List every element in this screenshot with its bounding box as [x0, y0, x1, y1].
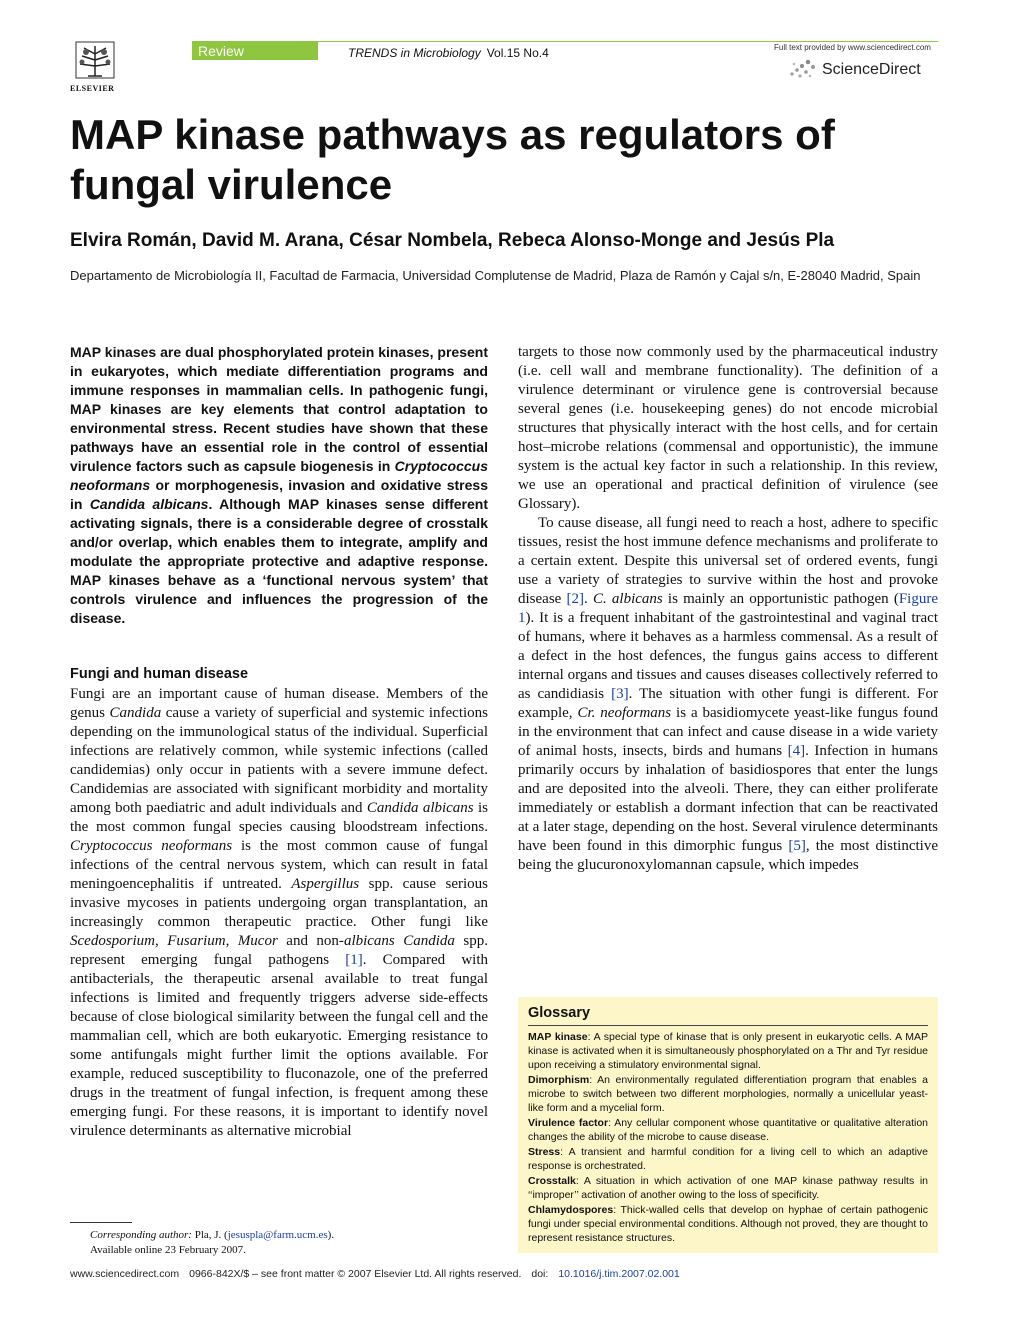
volume-info: Vol.15 No.4 — [486, 46, 549, 60]
glossary-definition: : An environmentally regulated differentiation program that enables a microbe to switch between two different morphologies, normally a unicellular yeast-like form and a mycelial form. — [528, 1074, 928, 1114]
figure-link[interactable]: Figure 1 — [518, 591, 938, 626]
glossary-entry — [528, 1203, 928, 1245]
author-list: Elvira Román, David M. Arana, César Nombela, Rebeca Alonso-Monge and Jesús Pla — [70, 230, 835, 251]
glossary-definition: : A special type of kinase that is only present in eukaryotic cells. A MAP kinase is activated when it is simultaneously phosphorylated on a Thr and Tyr residue upon receiving a stimulatory environmental signal. — [528, 1031, 929, 1071]
glossary-term: Chlamydospores — [528, 1204, 614, 1216]
abstract-species: Candida albicans — [89, 496, 209, 512]
provider-name: ScienceDirect — [822, 61, 921, 78]
glossary-definition: : Any cellular component whose quantitative or qualitative alteration changes the ability of the microbe to cause disease. — [528, 1117, 928, 1143]
glossary-term: Dimorphism — [528, 1074, 590, 1086]
affiliation: Departamento de Microbiología II, Facultad de Farmacia, Universidad Complutense de Madrid, Plaza de Ramón y Cajal s/n, E-28040 Madrid, Spain — [70, 268, 921, 283]
text-run: is a basidiomycete yeast-like fungus found in the environment that can infect and cause disease in a wide variety of animal hosts, insects, birds and humans — [518, 705, 939, 759]
glossary-term: Virulence factor — [528, 1117, 609, 1129]
journal-name: TRENDS in Microbiology — [348, 46, 481, 60]
article-title: MAP kinase pathways as regulators of fungal virulence — [70, 111, 835, 208]
sciencedirect-icon — [788, 56, 818, 82]
species-name: Cryptococcus neoformans — [70, 838, 233, 854]
abstract-text: MAP kinases are dual phosphorylated protein kinases, present in eukaryotes, which mediate differentiation programs and immune responses in mammalian cells. In pathogenic fungi, MAP kinases are key elements that control adaptation to environmental stress. Recent studies have shown that these pathways have an essential role in the control of essential virulence factors such as capsule biogenesis in — [70, 344, 488, 474]
text-run: . Compared with antibacterials, the therapeutic arsenal available to treat fungal infections is limited and frequently triggers adverse side-effects because of close biological similarity between the fungal cell and the mammalian cell, which are both eukaryotic. Emerging resistance to some antifungals might further limit the options available. For example, reduced susceptibility to fluconazole, one of the preferred drugs in the treatment of fungal infection, is frequent among these emerging fungi. For these reasons, it is important to identify novel virulence determinants as alternative microbial — [70, 952, 489, 1139]
citation-link[interactable]: [3] — [611, 686, 629, 702]
body-text-left — [70, 685, 488, 1141]
footnote-text: ). — [327, 1229, 335, 1241]
species-name: Scedosporium — [70, 933, 155, 949]
text-run: Fungi are an important cause of human disease. Members of the genus — [70, 686, 488, 721]
abstract-text: or morphogenesis, invasion and oxidative stress in — [70, 477, 488, 512]
footer-doi — [531, 1268, 679, 1280]
glossary-term: Crosstalk — [528, 1175, 576, 1187]
email-link[interactable]: jesuspla@farm.ucm.es — [227, 1229, 328, 1241]
text-run: spp. represent emerging fungal pathogens — [70, 933, 488, 968]
abstract-species: Cryptococcus neoformans — [70, 458, 488, 493]
citation-link[interactable]: [1] — [345, 952, 363, 968]
text-run: , — [225, 933, 238, 949]
species-name: Candida albicans — [366, 800, 474, 816]
glossary-box — [518, 997, 938, 1253]
glossary-definition: : A situation in which activation of one MAP kinase pathway results in ‘‘improper’’ activation of another owing to the loss of specificity. — [528, 1175, 928, 1201]
elsevier-logo-text: ELSEVIER — [70, 84, 115, 93]
paragraph: targets to those now commonly used by the pharmaceutical industry (i.e. cell wall and membrane functionality). The definition of a virulence determinant or virulence gene is controversial because several genes (i.e. housekeeping genes) do not encode microbial structures that physically interact with the host cells, and for certain host–microbe relations (commensal and opportunistic), the immune system is the actual key factor in such a relationship. In this review, we use an operational and practical definition of virulence (see Glossary). — [518, 344, 938, 512]
glossary-title: Glossary — [528, 1005, 928, 1026]
section-heading: Fungi and human disease — [70, 666, 249, 682]
citation-link[interactable]: [5] — [788, 838, 806, 854]
glossary-entry — [528, 1174, 928, 1202]
citation-link[interactable]: [2] — [566, 591, 585, 607]
text-run: and non- — [277, 933, 344, 949]
provider-note: Full text provided by www.sciencedirect.com — [774, 43, 931, 52]
glossary-entry — [528, 1145, 928, 1173]
glossary-entry — [528, 1073, 928, 1115]
glossary-entry — [528, 1116, 928, 1144]
footnote-rule — [70, 1222, 132, 1223]
paragraph — [518, 514, 938, 875]
glossary-entry — [528, 1030, 928, 1072]
section-tag: Review — [192, 42, 318, 60]
species-name: Cr. neoformans — [577, 705, 672, 721]
glossary-term: Stress — [528, 1146, 561, 1158]
doi-label: doi: — [531, 1268, 549, 1280]
text-run: , the most distinctive being the glucuronoxylomannan capsule, which impedes — [518, 838, 938, 873]
text-run: cause a variety of superficial and systemic infections depending on the immunological status of the individual. Superficial infections are relatively common, while systemic infections (called candidemias) only occur in patients with a severe immune defect. Candidemias are associated with significant morbidity and mortality among both paediatric and adult individuals and — [70, 705, 488, 816]
text-run: . Infection in humans primarily occurs by inhalation of basidiospores that enter the lungs and are deposited into the alveoli. There, they can either proliferate immediately or establish a dormant infection that can be reactivated at a later stage, depending on the host. Several virulence determinants have been found in this dimorphic fungus — [518, 743, 938, 854]
text-run: is the most common cause of fungal infections of the central nervous system, which can result in fatal meningoencephalitis if untreated. — [70, 838, 489, 892]
species-name: Aspergillus — [291, 876, 360, 892]
available-online: Available online 23 February 2007. — [90, 1244, 246, 1256]
text-run: is mainly an opportunistic pathogen ( — [662, 591, 899, 607]
glossary-definition: : Thick-walled cells that develop on hyphae of certain pathogenic fungi under special environmental conditions. Although not proved, they are thought to represent resistance structures. — [528, 1204, 928, 1244]
text-run: , — [155, 933, 168, 949]
abstract — [70, 343, 488, 628]
text-run: ). It is a frequent inhabitant of the gastrointestinal and vaginal tract of humans, where it behaves as a harmless commensal. As a result of a defect in the host defences, the fungus gains access to different internal organs and tissues and causes diseases collectively referred to as candidiasis — [518, 610, 938, 702]
glossary-definition: : A transient and harmful condition for a living cell to which an adaptive response is orchestrated. — [528, 1146, 928, 1172]
page-footer — [70, 1268, 680, 1280]
species-name: albicans Candida — [343, 933, 455, 949]
species-name: C. albicans — [592, 591, 663, 607]
journal-info — [348, 46, 549, 60]
footer-issn: 0966-842X/$ – see front matter © 2007 Elsevier Ltd. All rights reserved. — [189, 1268, 522, 1280]
corresponding-author — [90, 1229, 334, 1241]
text-run: . The situation with other fungi is different. For example, — [518, 686, 938, 721]
footer-site[interactable]: www.sciencedirect.com — [70, 1268, 180, 1280]
species-name: Fusarium — [167, 933, 226, 949]
footnote-label: Corresponding author: — [90, 1229, 192, 1241]
glossary-term: MAP kinase — [528, 1031, 588, 1043]
text-run: spp. cause serious invasive mycoses in patients undergoing organ transplantation, an increasingly common therapeutic practice. Other fungi like — [70, 876, 488, 930]
doi-link[interactable]: 10.1016/j.tim.2007.02.001 — [558, 1268, 680, 1280]
body-text-right — [518, 343, 938, 875]
footnote-text: Pla, J. ( — [191, 1229, 228, 1241]
abstract-text: . Although MAP kinases sense different activating signals, there is a considerable degree of crosstalk and/or overlap, which enables them to integrate, amplify and modulate the appropriate protective and adaptive response. MAP kinases behave as a ‘functional nervous system’ that controls virulence and influences the progression of the disease. — [70, 496, 488, 626]
species-name: Candida — [109, 705, 162, 721]
citation-link[interactable]: [4] — [787, 743, 806, 759]
paragraph — [70, 685, 488, 1141]
text-run: is the most common fungal species causing bloodstream infections. — [70, 800, 488, 835]
text-run: . — [584, 591, 593, 607]
text-run: To cause disease, all fungi need to reach a host, adhere to specific tissues, resist the host immune defence mechanisms and proliferate to a certain extent. Despite this universal set of ordered events, fungi use a variety of strategies to survive within the host and provoke disease — [518, 515, 938, 607]
species-name: Mucor — [237, 933, 278, 949]
